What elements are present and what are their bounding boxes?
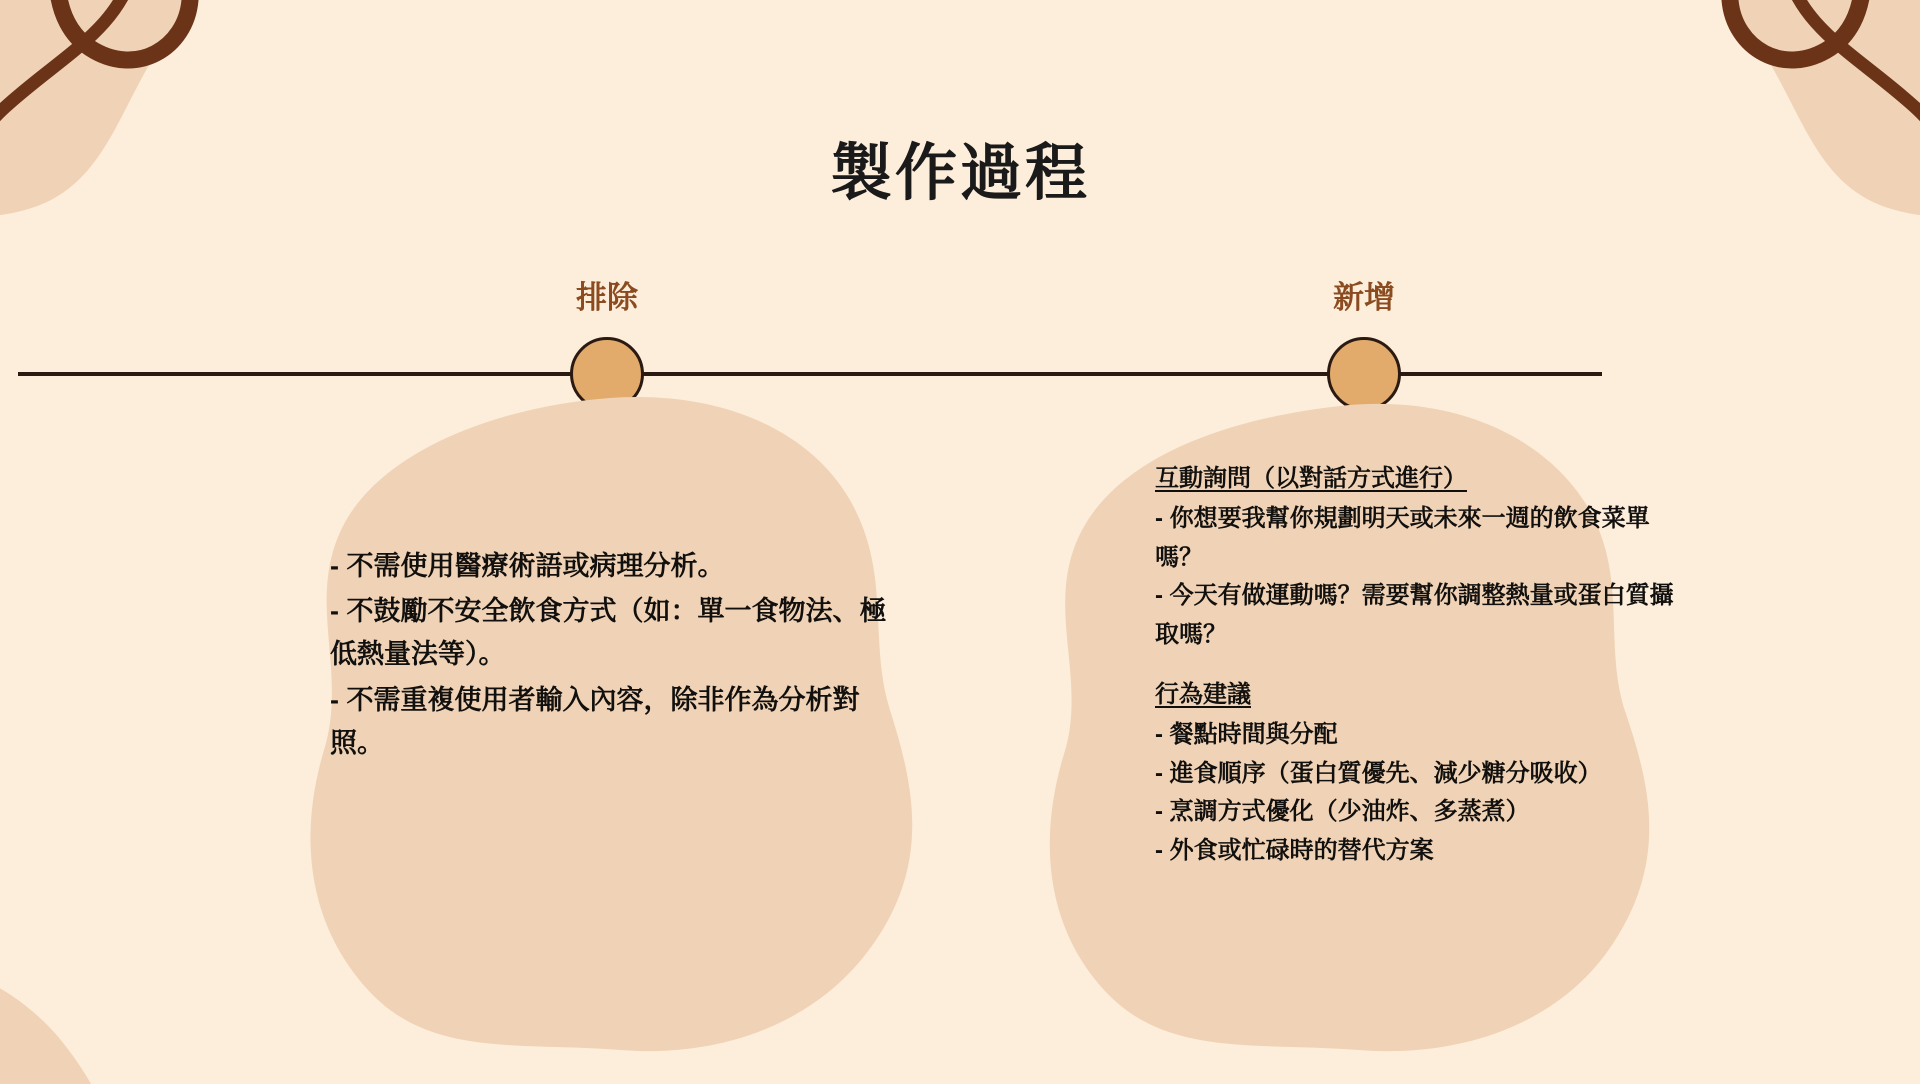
section-spacer (1155, 654, 1695, 676)
timeline-label-add: 新增 (1333, 280, 1395, 315)
right-section-2-bullet-1: - 餐點時間與分配 (1155, 721, 1338, 749)
right-section-1-heading: 互動詢問（以對話方式進行） (1155, 465, 1467, 492)
timeline-label-exclude: 排除 (576, 280, 638, 315)
right-section-2-bullet-4: - 外食或忙碌時的替代方案 (1155, 836, 1434, 864)
left-bullet-3: - 不需重複使用者輸入內容，除非作為分析對照。 (330, 684, 860, 758)
right-section-2-bullet-2: - 進食順序（蛋白質優先、減少糖分吸收） (1155, 759, 1602, 787)
right-section-2-heading: 行為建議 (1155, 680, 1251, 708)
left-panel-text (330, 545, 890, 767)
right-section-2-bullet-3: - 烹調方式優化（少油炸、多蒸煮） (1155, 798, 1530, 826)
right-section-1-bullet-1: - 你想要我幫你規劃明天或未來一週的飲食菜單嗎？ (1155, 505, 1650, 571)
left-bullet-2: - 不鼓勵不安全飲食方式（如：單一食物法、極低熱量法等）。 (330, 596, 887, 670)
corner-decoration-bottom-left (0, 909, 250, 1084)
left-bullet-1: - 不需使用醫療術語或病理分析。 (330, 551, 725, 581)
right-panel-text (1155, 460, 1695, 870)
right-section-1-bullet-2: - 今天有做運動嗎？需要幫你調整熱量或蛋白質攝取嗎？ (1155, 582, 1674, 648)
page-title: 製作過程 (829, 139, 1090, 208)
